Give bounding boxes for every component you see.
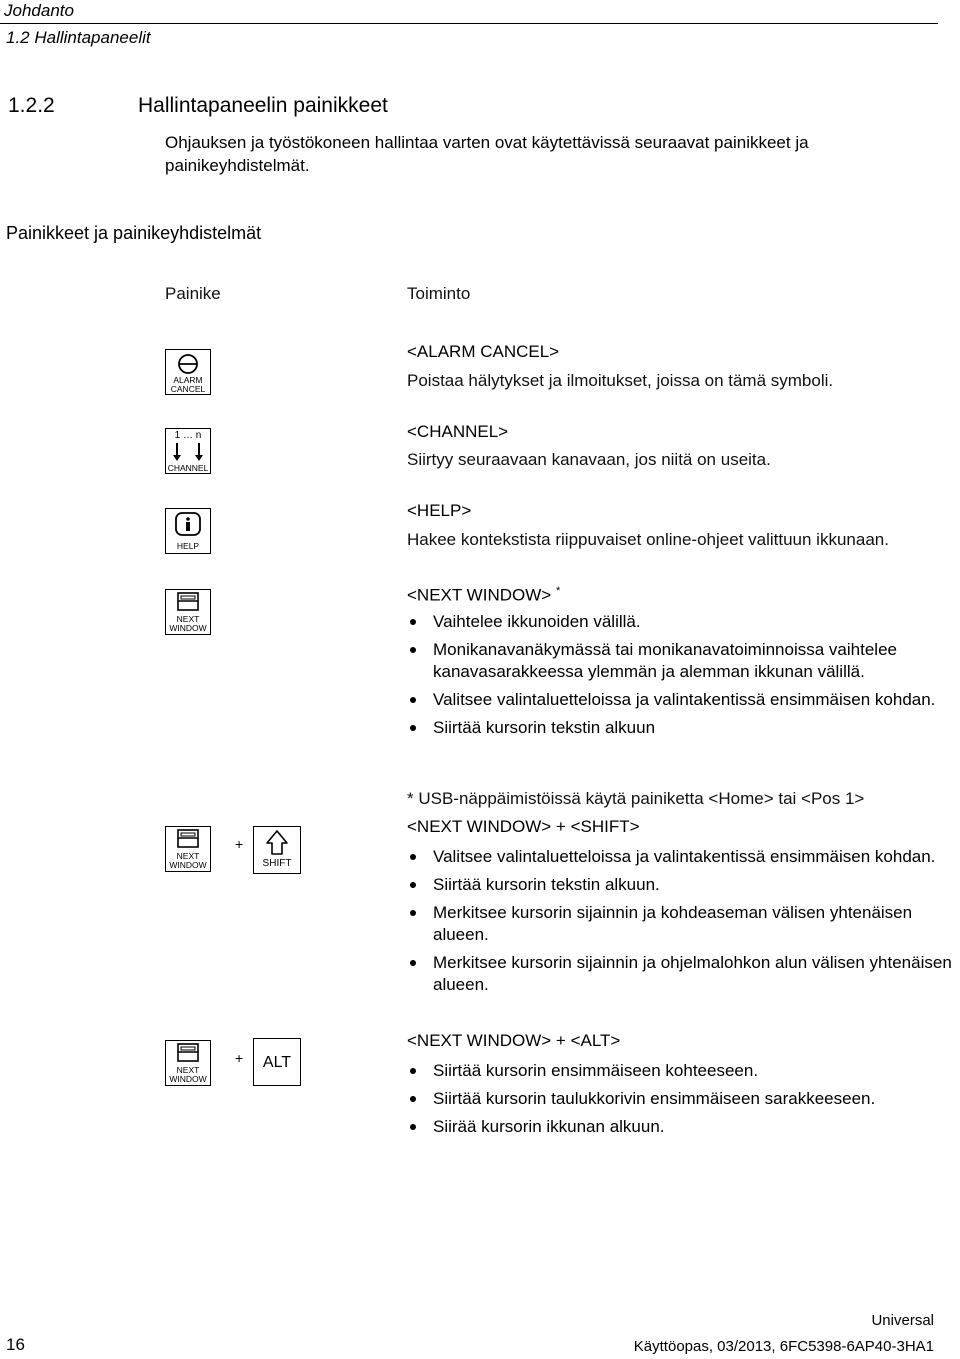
alarm-key-label2: CANCEL	[170, 384, 206, 394]
next-alt-title: <NEXT WINDOW> + <ALT>	[407, 1031, 621, 1050]
shift-key-label: SHIFT	[262, 858, 292, 869]
alarm-desc: Poistaa hälytykset ja ilmoitukset, joissa on tämä symboli.	[407, 371, 834, 390]
list-item: Monikanavanäkymässä tai monikanavatoiminnoissa vaihtelee kanavasarakkeessa ylemmän ja alemman ikkunan välillä.	[407, 639, 952, 683]
header-divider	[0, 23, 938, 24]
next-key-label1: NEXT	[176, 614, 200, 624]
next-window-key	[165, 826, 211, 872]
list-item: Siirtää kursorin tekstin alkuun	[407, 717, 952, 739]
column-header-key: Painike	[165, 284, 221, 303]
next-key-label2: WINDOW	[169, 623, 207, 633]
header-chapter: Johdanto	[4, 1, 74, 20]
list-item: Siirtää kursorin ensimmäiseen kohteeseen.	[407, 1060, 952, 1082]
channel-title: <CHANNEL>	[407, 422, 509, 441]
footer-product: Universal	[871, 1312, 934, 1329]
alt-key	[253, 1038, 301, 1086]
next-key-label1: NEXT	[176, 1065, 200, 1075]
next-shift-title: <NEXT WINDOW> + <SHIFT>	[407, 817, 640, 836]
alt-key-label: ALT	[262, 1054, 292, 1071]
header-section: 1.2 Hallintapaneelit	[6, 28, 151, 47]
section-number: 1.2.2	[8, 94, 55, 117]
help-title: <HELP>	[407, 501, 472, 520]
next-title-text: <NEXT WINDOW>	[407, 585, 552, 605]
subheading: Painikkeet ja painikeyhdistelmät	[6, 223, 262, 243]
next-key-label2: WINDOW	[169, 860, 207, 870]
list-item: Vaihtelee ikkunoiden välillä.	[407, 611, 952, 633]
next-shift-bullets	[407, 846, 960, 1002]
help-desc: Hakee kontekstista riippuvaiset online-ohjeet valittuun ikkunaan.	[407, 530, 889, 549]
help-key	[165, 508, 211, 554]
alarm-key-label1: ALARM	[173, 375, 203, 385]
page-number: 16	[6, 1335, 25, 1354]
next-alt-bullets	[407, 1060, 952, 1144]
next-bullets	[407, 611, 952, 745]
column-header-function: Toiminto	[407, 284, 471, 303]
channel-key	[165, 428, 211, 474]
next-title-star: *	[555, 585, 561, 597]
plus-sign: +	[235, 1050, 244, 1066]
next-window-key	[165, 589, 211, 635]
next-window-key	[165, 1040, 211, 1086]
shift-key	[253, 826, 301, 874]
section-title: Hallintapaneelin painikkeet	[138, 94, 388, 117]
next-key-label2: WINDOW	[169, 1074, 207, 1084]
footer-doc: Käyttöopas, 03/2013, 6FC5398-6AP40-3HA1	[633, 1338, 934, 1355]
list-item: Merkitsee kursorin sijainnin ja kohdeaseman välisen yhtenäisen alueen.	[407, 902, 960, 946]
list-item: Siirtää kursorin tekstin alkuun.	[407, 874, 960, 896]
next-title	[407, 580, 560, 607]
list-item: Merkitsee kursorin sijainnin ja ohjelmalohkon alun välisen yhtenäisen alueen.	[407, 952, 960, 996]
channel-key-top: 1 … n	[174, 430, 202, 441]
alarm-cancel-key	[165, 349, 211, 395]
next-key-label1: NEXT	[176, 851, 200, 861]
help-key-label: HELP	[176, 541, 200, 551]
intro-text: Ohjauksen ja työstökoneen hallintaa varten ovat käytettävissä seuraavat painikkeet ja painikeyhdistelmät.	[165, 133, 809, 175]
plus-sign: +	[235, 836, 244, 852]
alarm-title: <ALARM CANCEL>	[407, 342, 560, 361]
next-footnote: * USB-näppäimistöissä käytä painiketta <Home> tai <Pos 1>	[407, 789, 865, 808]
channel-desc: Siirtyy seuraavaan kanavaan, jos niitä on useita.	[407, 450, 771, 469]
channel-key-label: CHANNEL	[167, 463, 209, 473]
list-item: Siirtää kursorin taulukkorivin ensimmäiseen sarakkeeseen.	[407, 1088, 952, 1110]
list-item: Valitsee valintaluetteloissa ja valintakentissä ensimmäisen kohdan.	[407, 846, 960, 868]
list-item: Valitsee valintaluetteloissa ja valintakentissä ensimmäisen kohdan.	[407, 689, 952, 711]
list-item: Siirää kursorin ikkunan alkuun.	[407, 1116, 952, 1138]
